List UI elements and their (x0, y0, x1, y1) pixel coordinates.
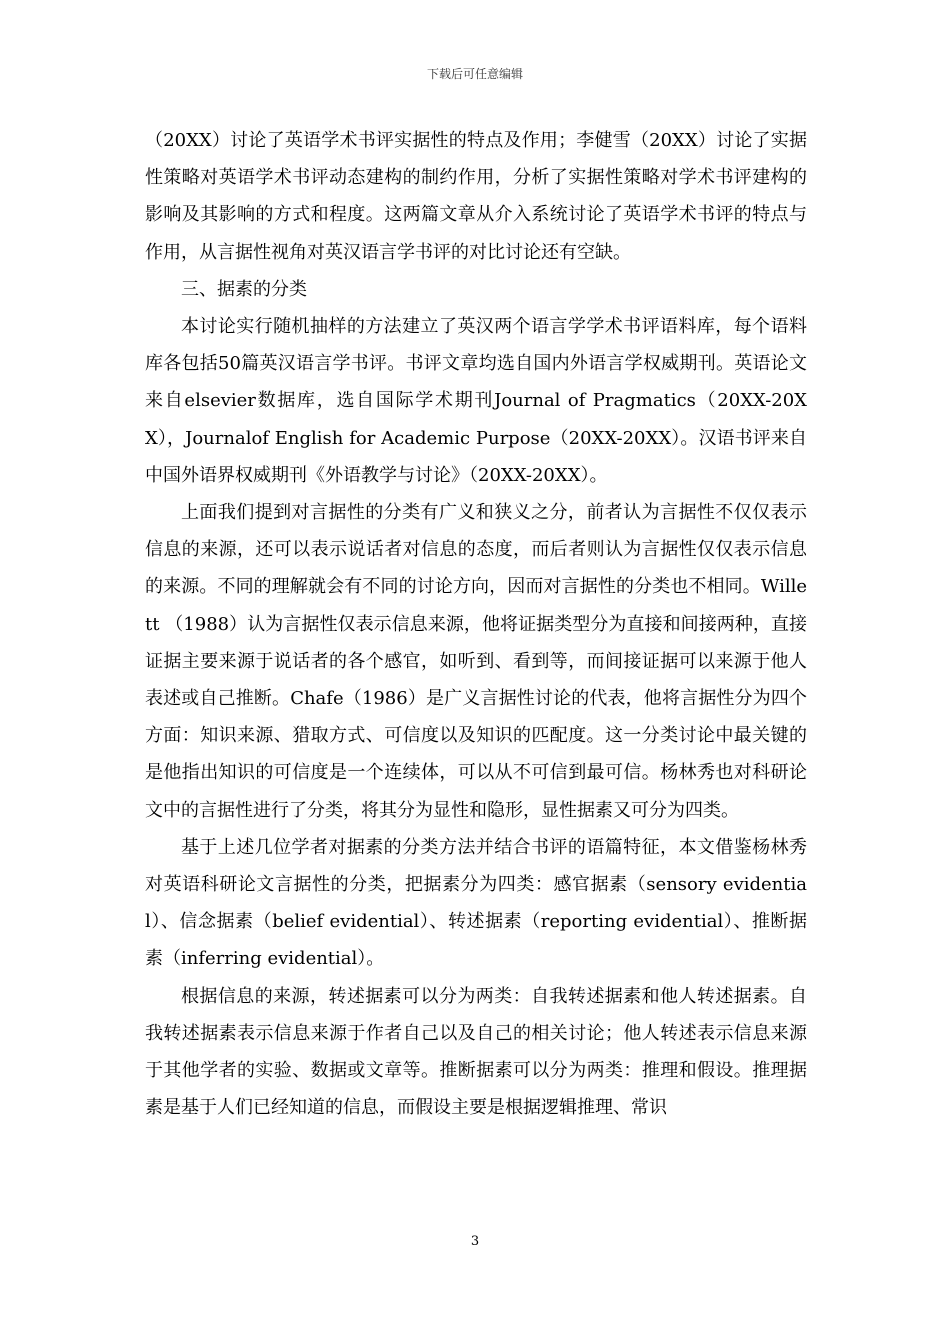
paragraph-2: 本讨论实行随机抽样的方法建立了英汉两个语言学学术书评语料库，每个语料库各包括50篇英汉语言学书评。书评文章均选自国内外语言学权威期刊。英语论文来自elsevier数据库，选自国际学术期刊Journal of Pragmatics（20XX-20XX），Journalof English for Academic Purpose（20XX-20XX）。汉语书评来自中国外语界权威期刊《外语教学与讨论》（20XX-20XX）。 (145, 316, 807, 486)
paragraph-4: 基于上述几位学者对据素的分类方法并结合书评的语篇特征，本文借鉴杨林秀对英语科研论文言据性的分类，把据素分为四类：感官据素（sensory evidential）、信念据素（belief evidential）、转述据素（reporting evidential）、推断据素（inferring evidential）。 (145, 836, 807, 970)
section-heading: 三、据素的分类 (181, 278, 307, 300)
document-body (145, 122, 807, 1126)
page-number: 3 (470, 1234, 480, 1249)
paragraph-3: 上面我们提到对言据性的分类有广义和狭义之分，前者认为言据性不仅仅表示信息的来源，还可以表示说话者对信息的态度，而后者则认为言据性仅仅表示信息的来源。不同的理解就会有不同的讨论方向，因而对言据性的分类也不相同。Willett （1988）认为言据性仅表示信息来源，他将证据类型分为直接和间接两种，直接证据主要来源于说话者的各个感官，如听到、看到等，而间接证据可以来源于他人表述或自己推断。Chafe（1986）是广义言据性讨论的代表，他将言据性分为四个方面：知识来源、猎取方式、可信度以及知识的匹配度。这一分类讨论中最关键的是他指出知识的可信度是一个连续体，可以从不可信到最可信。杨林秀也对科研论文中的言据性进行了分类，将其分为显性和隐形，显性据素又可分为四类。 (145, 502, 807, 821)
page-header: 下载后可任意编辑 (426, 67, 523, 81)
paragraph-1: （20XX）讨论了英语学术书评实据性的特点及作用；李健雪（20XX）讨论了实据性策略对英语学术书评动态建构的制约作用，分析了实据性策略对学术书评建构的影响及其影响的方式和程度。这两篇文章从介入系统讨论了英语学术书评的特点与作用，从言据性视角对英汉语言学书评的对比讨论还有空缺。 (145, 130, 807, 263)
paragraph-5: 根据信息的来源，转述据素可以分为两类：自我转述据素和他人转述据素。自我转述据素表示信息来源于作者自己以及自己的相关讨论；他人转述表示信息来源于其他学者的实验、数据或文章等。推断据素可以分为两类：推理和假设。推理据素是基于人们已经知道的信息，而假设主要是根据逻辑推理、常识 (145, 985, 807, 1119)
